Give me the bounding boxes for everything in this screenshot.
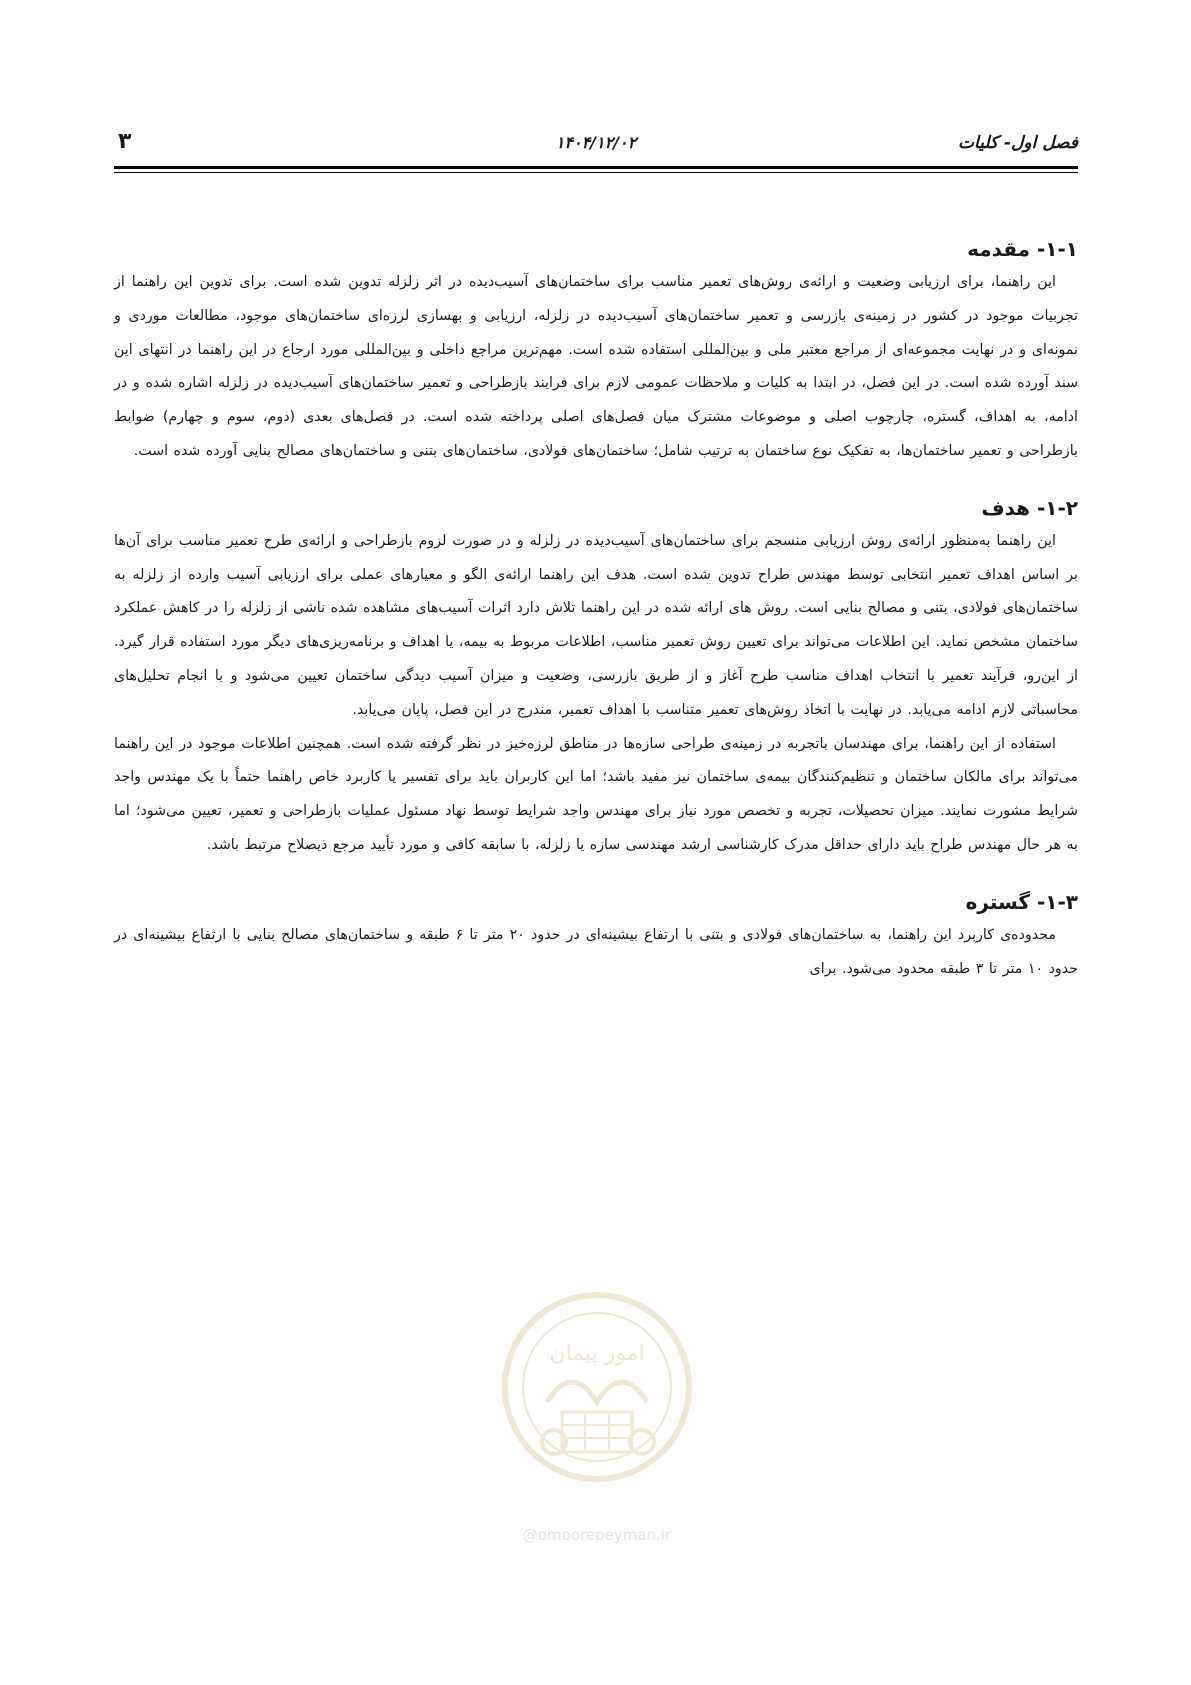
watermark-logo: [492, 1282, 702, 1552]
paragraph: این راهنما به‌منظور ارائه‌ی روش ارزیابی منسجم برای ساختمان‌های آسیب‌دیده در زلزله و در صورت لزوم بازطراحی و ارائه‌ی طرح تعمیر مناسب برای آن‌ها بر اساس اهداف تعمیر انتخابی توسط مهندس طراح تدوین شده است. هدف این راهنما ارائه‌ی الگو و معیارهای عملی برای ارزیابی آسیب وارده از زلزله به ساختمان‌های فولادی، بتنی و مصالح بنایی است. روش های ارائه شده در این راهنما تلاش دارد اثرات آسیب‌های مشاهده شده ناشی از زلزله را در کاهش عملکرد ساختمان مشخص نماید. این اطلاعات می‌تواند برای تعیین روش تعمیر مناسب، اطلاعات مربوط به بیمه، یا اهداف و برنامه‌ریزی‌های دیگر مورد استفاده قرار گیرد. از این‌رو، فرآیند تعمیر با انتخاب اهداف مناسب طرح آغاز و از طریق بازرسی، وضعیت و میزان آسیب دیدگی ساختمان تعیین می‌شود و با انجام تحلیل‌های محاسباتی لازم ادامه می‌یابد. در نهایت با اتخاذ روش‌های تعمیر متناسب با اهداف تعمیر، مندرج در این فصل، پایان می‌یابد.: [114, 532, 1078, 718]
paragraph: این راهنما، برای ارزیابی وضعیت و ارائه‌ی روش‌های تعمیر مناسب برای ساختمان‌های آسیب‌دیده در اثر زلزله تدوین شده است. برای تدوین این راهنما از تجربیات موجود در کشور در زمینه‌ی بازرسی و تعمیر ساختمان‌های آسیب‌دیده در زلزله، ارزیابی و بهسازی لرزه‌ای ساختمان‌های موجود، مطالعات موردی و نمونه‌ای و در نهایت مجموعه‌ای از مراجع معتبر ملی و بین‌المللی استفاده شده است. مهم‌ترین مراجع داخلی و بین‌المللی مورد ارجاع در این راهنما در انتهای این سند آورده شده است. در این فصل، در ابتدا به کلیات و ملاحظات عمومی لازم برای فرایند بازطراحی و تعمیر ساختمان‌های آسیب‌دیده در زلزله اشاره شده و در ادامه، به اهداف، گستره، چارچوب اصلی و موضوعات مشترک میان فصل‌های اصلی پرداخته شده است. در فصل‌های بعدی (دوم، سوم و چهارم) ضوابط بازطراحی و تعمیر ساختمان‌ها، به تفکیک نوع ساختمان به ترتیب شامل؛ ساختمان‌های فولادی، ساختمان‌های بتنی و ساختمان‌های مصالح بنایی آورده شده است.: [114, 274, 1078, 459]
section-heading-scope: [114, 885, 1078, 919]
chapter-title: فصل اول- کلیات: [958, 133, 1078, 153]
paragraph: محدوده‌ی کاربرد این راهنما، به ساختمان‌های فولادی و بتنی با ارتفاع بیشینه‌ای در حدود ۲۰ متر تا ۶ طبقه و ساختمان‌های مصالح بنایی با ارتفاع بیشینه‌ای در حدود ۱۰ متر تا ۳ طبقه محدود می‌شود. برای: [114, 926, 1078, 977]
section-heading-goal: [114, 491, 1078, 525]
header-rule-thin: [114, 172, 1078, 173]
section-title: گستره: [965, 889, 1030, 914]
section-number: ۱-۳-: [1036, 889, 1078, 914]
section-gap: [114, 863, 1078, 885]
section-title: مقدمه: [967, 237, 1030, 261]
page-number: ۳: [118, 129, 132, 154]
page-header: [114, 125, 1078, 161]
section-title: هدف: [981, 495, 1030, 520]
section-number: ۱-۱-: [1036, 237, 1078, 261]
paragraph: استفاده از این راهنما، برای مهندسان باتجربه در زمینه‌ی طراحی سازه‌ها در مناطق لرزه‌خیز در نظر گرفته شده است. همچنین اطلاعات موجود در این راهنما می‌تواند برای مالکان ساختمان و تنظیم‌کنندگان بیمه‌ی ساختمان نیز مفید باشد؛ اما این کاربران باید برای تفسیر یا کاربرد خاص راهنما حتماً با یک مهندس واجد شرایط مشورت نمایند. میزان تحصیلات، تجربه و تخصص مورد نیاز برای مهندس واجد شرایط توسط نهاد مسئول عملیات بازطراحی و تعمیر، تعیین می‌شود؛ اما به هر حال مهندس طراح باید دارای حداقل مدرک کارشناسی ارشد مهندسی سازه یا زلزله، با سابقه کافی و مورد تأیید مرجع ذیصلاح مرتبط باشد.: [114, 735, 1078, 853]
header-date: ۱۴۰۴/۱۲/۰۲: [555, 133, 637, 152]
watermark-text: @omoorepeyman.ir: [522, 1526, 672, 1544]
document-body: [114, 232, 1078, 986]
header-rule-thick: [114, 166, 1078, 169]
section-gap: [114, 469, 1078, 491]
section-heading-introduction: [114, 232, 1078, 266]
section-number: ۱-۲-: [1036, 495, 1078, 520]
watermark-logo-text: امور پیمان: [549, 1341, 645, 1366]
